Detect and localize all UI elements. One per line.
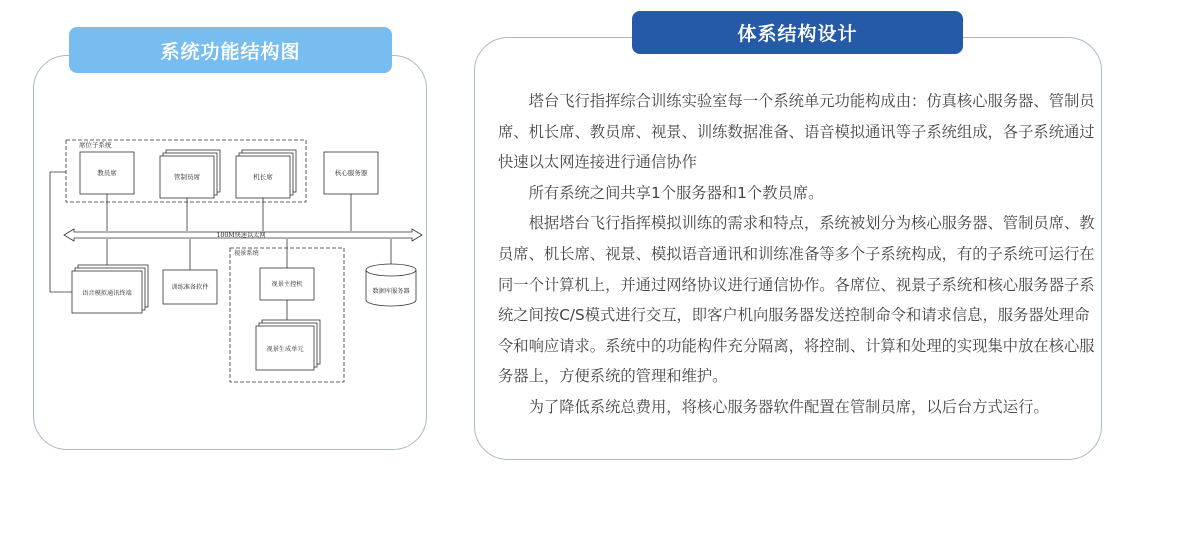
database-server-label: 数据库服务器 — [372, 288, 410, 295]
system-function-structure-diagram — [44, 134, 424, 386]
seat-subsystem-label: 席位子系统 — [79, 141, 112, 149]
architecture-design-title: 体系结构设计 — [632, 11, 963, 54]
architecture-description — [498, 86, 1096, 423]
voice-terminal-label: 语音模拟通讯终端 — [82, 290, 132, 297]
visual-subsystem-label: 视景系统 — [234, 250, 259, 257]
visual-host-label: 视景主控机 — [271, 281, 303, 288]
function-structure-title: 系统功能结构图 — [69, 27, 392, 73]
visual-generator-stack — [256, 320, 320, 370]
paragraph-shared-server: 所有系统之间共享1个服务器和1个教员席。 — [528, 183, 824, 202]
voice-terminal-stack — [72, 265, 148, 313]
controller-seat-label: 管制员席 — [174, 173, 200, 181]
core-server-label: 核心服务器 — [334, 169, 368, 177]
network-label: 100M快速以太网 — [216, 232, 266, 239]
visual-generator-label: 视景生成单元 — [266, 346, 304, 353]
database-server-cylinder — [366, 264, 416, 306]
instructor-seat-label: 教员席 — [97, 169, 117, 177]
paragraph-cost-reduction: 为了降低系统总费用，将核心服务器软件配置在管制员席，以后台方式运行。 — [528, 397, 1049, 416]
training-software-label: 训练准备软件 — [171, 284, 209, 291]
captain-seat-label: 机长席 — [253, 173, 273, 181]
paragraph-subsystem-division: 根据塔台飞行指挥模拟训练的需求和特点，系统被划分为核心服务器、管制员席、教员席、机长席、视景、模拟语音通讯和训练准备等多个子系统构成，有的子系统可运行在同一个计算机上，并通过网络协议进行通信协作。各席位、视景子系统和核心服务器子系统之间按C/S模式进行交互，即客户机向服务器发送控制命令和请求信息，服务器处理命令和响应请求。系统中的功能构件充分隔离，将控制、计算和处理的实现集中放在核心服务器上，方便系统的管理和维护。 — [498, 214, 1095, 386]
paragraph-unit-composition: 塔台飞行指挥综合训练实验室每一个系统单元功能构成由：仿真核心服务器、管制员席、机长席、教员席、视景、训练数据准备、语音模拟通讯等子系统组成，各子系统通过快速以太网连接进行通信协作 — [498, 92, 1095, 172]
